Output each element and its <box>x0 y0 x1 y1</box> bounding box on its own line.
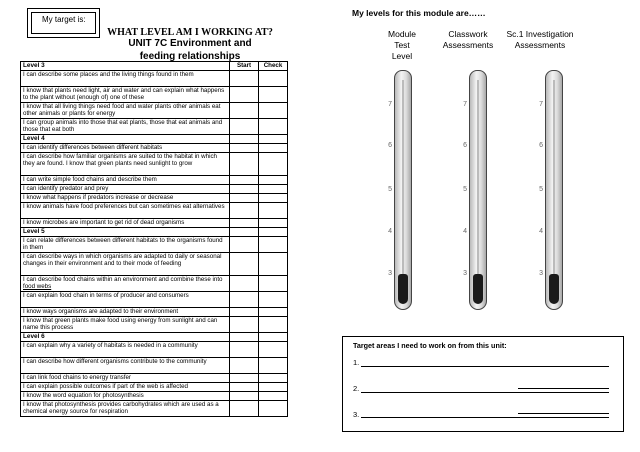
scale-number: 7 <box>388 101 392 108</box>
start-cell[interactable] <box>230 135 259 144</box>
check-cell[interactable] <box>259 374 288 383</box>
start-cell[interactable] <box>230 228 259 237</box>
start-cell[interactable] <box>230 401 259 417</box>
level-heading <box>21 62 230 71</box>
statement-text <box>21 308 230 317</box>
target-line-extra <box>518 388 609 389</box>
target-number: 1. <box>353 358 360 367</box>
page-title: WHAT LEVEL AM I WORKING AT? <box>107 27 273 38</box>
level-heading <box>21 228 230 237</box>
column-heading-classwork <box>436 29 500 51</box>
check-cell[interactable] <box>259 342 288 358</box>
check-cell[interactable] <box>259 135 288 144</box>
heading-line: Classwork <box>448 29 488 39</box>
statement-label: Level 6 <box>23 333 45 340</box>
table-row <box>21 317 288 333</box>
thermometer-bulb <box>398 274 408 304</box>
level-heading <box>21 333 230 342</box>
thermometer-bulb <box>549 274 559 304</box>
target-areas-box <box>342 336 624 432</box>
thermometer-bulb <box>473 274 483 304</box>
statement-label: I know microbes are important to get rid of dead organisms <box>23 219 185 226</box>
statement-label: I can identify predator and prey <box>23 185 109 192</box>
target-number: 3. <box>353 410 360 419</box>
statement-text <box>21 203 230 219</box>
statement-label: Level 5 <box>23 228 45 235</box>
start-cell[interactable] <box>230 253 259 276</box>
scale-number: 4 <box>463 228 467 235</box>
thermometer <box>388 70 414 315</box>
heading-line: Test <box>394 40 410 50</box>
start-cell[interactable] <box>230 194 259 203</box>
table-row <box>21 185 288 194</box>
thermometer <box>539 70 565 315</box>
statement-label: Level 3 <box>23 62 45 69</box>
unit-subtitle: feeding relationships <box>139 51 241 62</box>
statement-label: I can describe food chains within an environment and combine these into <box>23 276 223 283</box>
table-row <box>21 153 288 176</box>
table-row <box>21 374 288 383</box>
level-heading-row <box>21 62 288 71</box>
table-row <box>21 383 288 392</box>
table-row <box>21 292 288 308</box>
scale-number: 5 <box>539 186 543 193</box>
start-cell[interactable] <box>230 103 259 119</box>
check-cell[interactable] <box>259 185 288 194</box>
check-cell[interactable] <box>259 317 288 333</box>
scale-number: 3 <box>539 270 543 277</box>
table-row <box>21 219 288 228</box>
check-cell[interactable] <box>259 308 288 317</box>
start-cell[interactable] <box>230 276 259 292</box>
statement-label: I can relate differences between different habitats to the organisms found in them <box>23 237 223 251</box>
check-cell[interactable] <box>259 392 288 401</box>
statement-text <box>21 237 230 253</box>
statement-label: I can describe how familiar organisms are suited to the habitat in which they are found. I know that green plants need sunlight to grow <box>23 153 217 167</box>
scale-number: 6 <box>463 142 467 149</box>
heading-line: Assessments <box>442 40 494 50</box>
scale-number: 6 <box>388 142 392 149</box>
statement-text <box>21 194 230 203</box>
statement-label: I can describe some places and the living things found in them <box>23 71 194 78</box>
scale-number: 4 <box>388 228 392 235</box>
start-column-header: Start <box>230 62 259 71</box>
column-heading-module-test <box>372 29 432 62</box>
statement-label: I know what happens if predators increase or decrease <box>23 194 174 201</box>
table-row <box>21 87 288 103</box>
statement-text <box>21 276 230 292</box>
check-cell[interactable] <box>259 71 288 87</box>
table-row <box>21 194 288 203</box>
table-row <box>21 103 288 119</box>
check-cell[interactable] <box>259 219 288 228</box>
start-cell[interactable] <box>230 87 259 103</box>
check-cell[interactable] <box>259 87 288 103</box>
statement-text <box>21 144 230 153</box>
check-cell[interactable] <box>259 383 288 392</box>
start-cell[interactable] <box>230 292 259 308</box>
statement-text <box>21 103 230 119</box>
table-row <box>21 392 288 401</box>
level-heading <box>21 135 230 144</box>
statement-text <box>21 153 230 176</box>
statement-label: I know animals have food preferences but can sometimes eat alternatives <box>23 203 225 210</box>
check-cell[interactable] <box>259 401 288 417</box>
start-cell[interactable] <box>230 203 259 219</box>
statement-label: I know that green plants make food using energy from sunlight and can name this process <box>23 317 218 331</box>
start-cell[interactable] <box>230 119 259 135</box>
start-cell[interactable] <box>230 342 259 358</box>
check-cell[interactable] <box>259 358 288 374</box>
table-row <box>21 358 288 374</box>
check-cell[interactable] <box>259 237 288 253</box>
statement-text <box>21 317 230 333</box>
check-cell[interactable] <box>259 292 288 308</box>
statement-text <box>21 358 230 374</box>
statement-text <box>21 342 230 358</box>
heading-line: Module <box>388 29 416 39</box>
scale-number: 3 <box>463 270 467 277</box>
check-cell[interactable] <box>259 119 288 135</box>
table-row <box>21 401 288 417</box>
target-line[interactable] <box>361 366 609 367</box>
check-cell[interactable] <box>259 333 288 342</box>
thermometer <box>463 70 489 315</box>
start-cell[interactable] <box>230 317 259 333</box>
table-row <box>21 176 288 185</box>
check-cell[interactable] <box>259 228 288 237</box>
statement-label: I know ways organisms are adapted to their environment <box>23 308 179 315</box>
heading-line: Assessments <box>514 40 566 50</box>
levels-title: My levels for this module are…… <box>352 8 486 18</box>
thermometer-stem <box>402 80 404 280</box>
scale-number: 5 <box>388 186 392 193</box>
statement-text <box>21 383 230 392</box>
level-heading-row <box>21 333 288 342</box>
statement-text <box>21 87 230 103</box>
table-row <box>21 342 288 358</box>
heading-line: Level <box>391 51 413 61</box>
check-cell[interactable] <box>259 144 288 153</box>
statement-text <box>21 292 230 308</box>
target-line[interactable] <box>361 392 609 393</box>
statement-label: I can link food chains to energy transfer <box>23 374 131 381</box>
statement-text <box>21 176 230 185</box>
start-cell[interactable] <box>230 392 259 401</box>
target-number: 2. <box>353 384 360 393</box>
statement-label: Level 4 <box>23 135 45 142</box>
thermometer-stem <box>553 80 555 280</box>
statement-label: I can write simple food chains and describe them <box>23 176 157 183</box>
column-heading-investigation <box>499 29 581 51</box>
start-cell[interactable] <box>230 308 259 317</box>
check-cell[interactable] <box>259 203 288 219</box>
target-areas-heading: Target areas I need to work on from this unit: <box>353 341 507 350</box>
table-row <box>21 276 288 292</box>
scale-number: 5 <box>463 186 467 193</box>
statement-text <box>21 185 230 194</box>
table-row <box>21 203 288 219</box>
heading-line: Sc.1 Investigation <box>506 29 574 39</box>
statement-label: I can explain possible outcomes if part of the web is affected <box>23 383 188 390</box>
thermometer-stem <box>477 80 479 280</box>
check-cell[interactable] <box>259 103 288 119</box>
check-cell[interactable] <box>259 176 288 185</box>
level-heading-row <box>21 228 288 237</box>
level-heading-row <box>21 135 288 144</box>
target-box <box>27 8 100 38</box>
start-cell[interactable] <box>230 144 259 153</box>
table-row <box>21 119 288 135</box>
statement-link[interactable]: food webs <box>23 283 52 290</box>
statement-label: I know that plants need light, air and water and can explain what happens to the plant without (enough of) one of these <box>23 87 225 101</box>
statement-text <box>21 219 230 228</box>
scale-number: 4 <box>539 228 543 235</box>
check-cell[interactable] <box>259 194 288 203</box>
start-cell[interactable] <box>230 333 259 342</box>
statement-text <box>21 392 230 401</box>
statement-text <box>21 71 230 87</box>
start-cell[interactable] <box>230 219 259 228</box>
check-cell[interactable] <box>259 276 288 292</box>
unit-title: UNIT 7C Environment and <box>128 38 252 49</box>
start-cell[interactable] <box>230 374 259 383</box>
statement-label: I can explain why a variety of habitats is needed in a community <box>23 342 198 349</box>
statement-text <box>21 374 230 383</box>
statement-label: I can identify differences between different habitats <box>23 144 163 151</box>
target-line[interactable] <box>361 417 609 418</box>
statement-label: I know that all living things need food and water plants other animals eat other animals or plants for energy <box>23 103 221 117</box>
statement-label: I know the word equation for photosynthesis <box>23 392 144 399</box>
check-cell[interactable] <box>259 153 288 176</box>
statement-text <box>21 119 230 135</box>
levels-table <box>20 61 288 417</box>
start-cell[interactable] <box>230 185 259 194</box>
start-cell[interactable] <box>230 237 259 253</box>
statement-label: I can describe ways in which organisms are adapted to daily or seasonal changes in their environment and to their mode of feeding <box>23 253 222 267</box>
table-row <box>21 237 288 253</box>
scale-number: 3 <box>388 270 392 277</box>
table-row <box>21 71 288 87</box>
statement-label: I can explain food chain in terms of producer and consumers <box>23 292 189 299</box>
table-row <box>21 308 288 317</box>
statement-text <box>21 401 230 417</box>
scale-number: 7 <box>463 101 467 108</box>
scale-number: 6 <box>539 142 543 149</box>
table-row <box>21 253 288 276</box>
check-column-header: Check <box>259 62 288 71</box>
target-line-extra <box>518 413 609 414</box>
start-cell[interactable] <box>230 383 259 392</box>
statement-label: I can describe how different organisms contribute to the community <box>23 358 207 365</box>
start-cell[interactable] <box>230 358 259 374</box>
table-row <box>21 144 288 153</box>
start-cell[interactable] <box>230 71 259 87</box>
scale-number: 7 <box>539 101 543 108</box>
statement-text <box>21 253 230 276</box>
start-cell[interactable] <box>230 176 259 185</box>
check-cell[interactable] <box>259 253 288 276</box>
target-label: My target is: <box>31 12 96 34</box>
statement-label: I can group animals into those that eat plants, those that eat animals and those that eat both <box>23 119 223 133</box>
statement-label: I know that photosynthesis provides carbohydrates which are used as a chemical energy source for respiration <box>23 401 219 415</box>
start-cell[interactable] <box>230 153 259 176</box>
